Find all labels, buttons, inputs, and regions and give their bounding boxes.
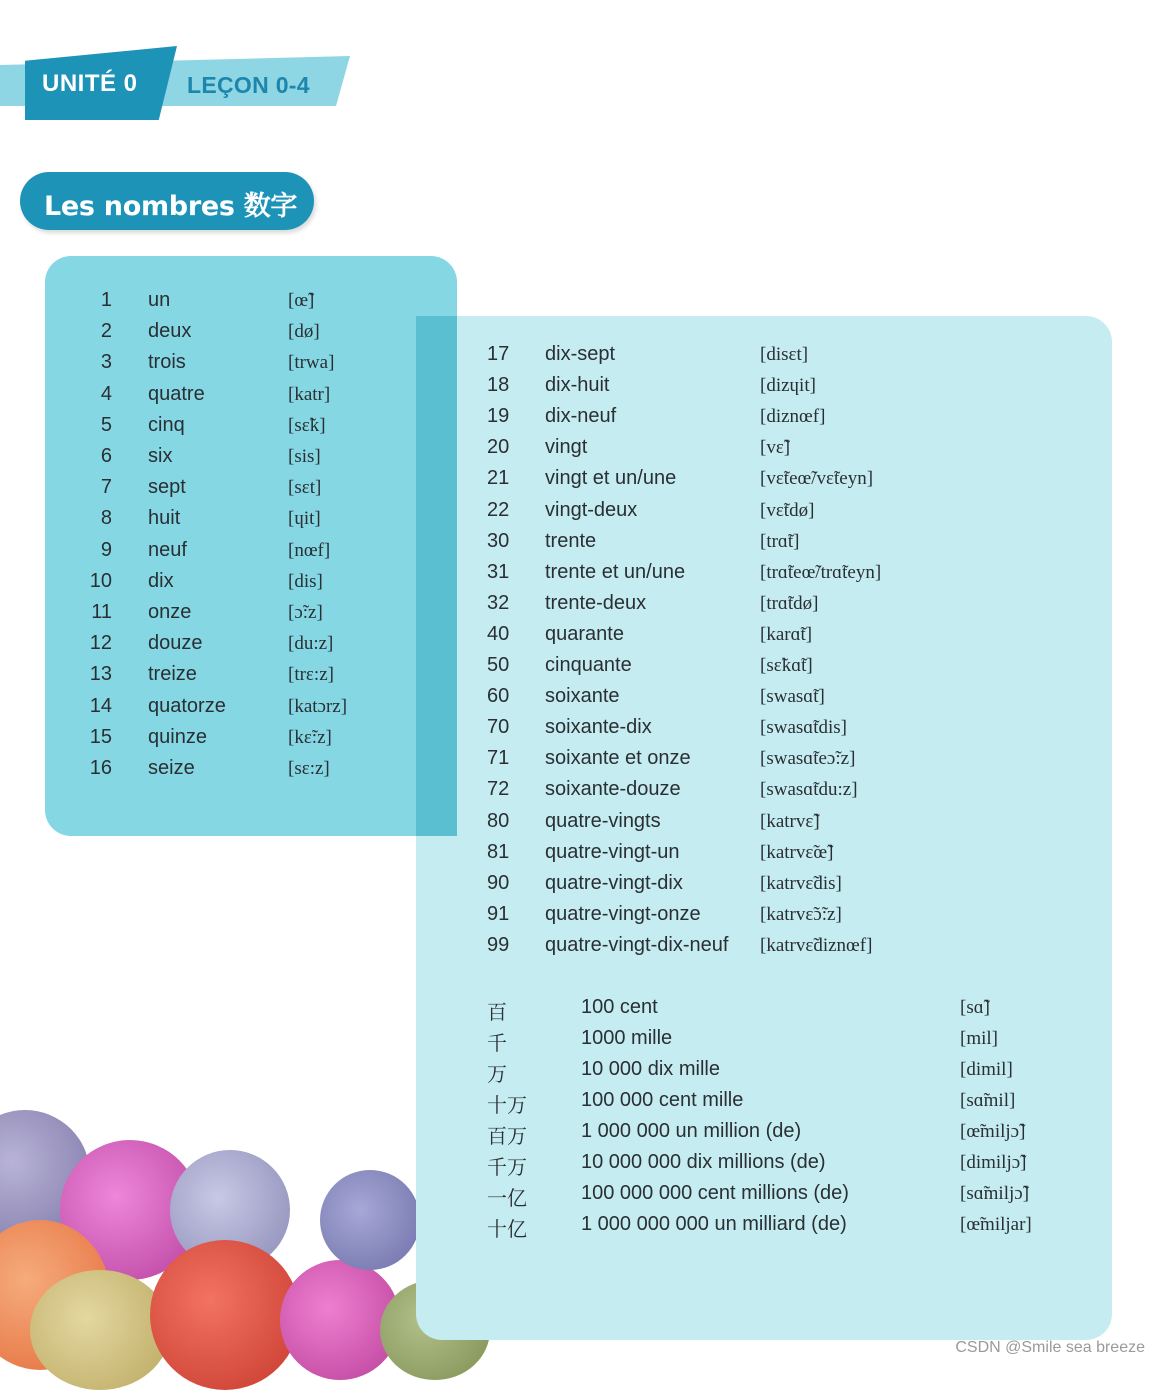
number-ipa: [swasɑ̃tdis] xyxy=(760,717,847,739)
number-ipa: [dimil] xyxy=(960,1059,1013,1080)
number-ipa: [swasɑ̃teɔ̃:z] xyxy=(760,748,856,770)
number-digits: 6 xyxy=(100,445,112,467)
number-value-word: 100 000 000 cent millions (de) xyxy=(581,1182,849,1204)
number-digits: 1 xyxy=(100,289,112,311)
number-digits: 80 xyxy=(487,809,510,832)
watermark: CSDN @Smile sea breeze xyxy=(955,1339,1145,1356)
number-digits: 72 xyxy=(487,778,510,801)
number-word: cinq xyxy=(148,413,185,436)
number-word: quinze xyxy=(148,725,207,748)
number-ipa: [trwa] xyxy=(288,352,335,374)
number-word: soixante-dix xyxy=(545,716,652,739)
lesson-label: LEÇON 0-4 xyxy=(187,72,310,98)
chinese-numeral: 千万 xyxy=(487,1155,527,1179)
chinese-numeral: 十亿 xyxy=(487,1217,527,1241)
number-ipa: [sɑ̃] xyxy=(960,997,990,1018)
number-word: quatre-vingt-dix-neuf xyxy=(545,933,729,956)
number-word: dix-huit xyxy=(545,374,610,397)
number-digits: 91 xyxy=(487,902,510,925)
number-word: six xyxy=(148,445,173,467)
number-digits: 11 xyxy=(91,601,112,623)
section-title: Les nombres 数字 xyxy=(44,191,298,222)
number-digits: 32 xyxy=(487,591,510,614)
number-ipa: [œ̃miljar] xyxy=(960,1214,1032,1235)
number-digits: 13 xyxy=(89,663,112,686)
number-word: quatre-vingts xyxy=(545,809,661,832)
number-word: dix-sept xyxy=(545,343,616,365)
number-ipa: [trɑ̃teœ̃/trɑ̃teyn] xyxy=(760,561,882,583)
number-digits: 17 xyxy=(487,343,510,365)
number-digits: 22 xyxy=(487,498,510,521)
number-word: un xyxy=(148,289,171,311)
number-ipa: [katr] xyxy=(288,383,331,405)
number-ipa: [dizɥit] xyxy=(760,375,816,397)
number-ipa: [vɛ̃] xyxy=(760,437,791,459)
number-word: quarante xyxy=(545,622,624,645)
number-word: vingt et un/une xyxy=(545,467,677,490)
number-ipa: [œ̃] xyxy=(288,290,315,311)
number-word: quatre xyxy=(148,382,205,405)
number-word: vingt-deux xyxy=(545,498,638,521)
number-ipa: [sɑ̃miljɔ̃] xyxy=(960,1183,1030,1204)
panel-overlap xyxy=(416,316,457,836)
number-digits: 90 xyxy=(487,871,510,894)
number-value-word: 1 000 000 000 un milliard (de) xyxy=(581,1213,847,1235)
number-digits: 81 xyxy=(487,840,510,863)
number-value-word: 1 000 000 un million (de) xyxy=(581,1120,802,1142)
number-word: quatre-vingt-un xyxy=(545,840,680,863)
number-digits: 30 xyxy=(487,529,510,552)
number-digits: 7 xyxy=(100,476,112,499)
number-word: neuf xyxy=(148,538,187,561)
number-ipa: [katɔrz] xyxy=(288,695,348,717)
number-digits: 21 xyxy=(487,467,510,490)
number-digits: 15 xyxy=(89,725,112,748)
number-ipa: [vɛ̃teœ̃/vɛ̃teyn] xyxy=(760,468,874,490)
number-word: sept xyxy=(148,476,186,499)
number-digits: 5 xyxy=(100,413,112,436)
chinese-numeral: 千 xyxy=(487,1031,507,1055)
number-ipa: [sɛ:z] xyxy=(288,758,330,779)
number-word: soixante xyxy=(545,685,620,708)
number-digits: 70 xyxy=(487,716,510,739)
chinese-numeral: 万 xyxy=(487,1062,507,1086)
number-ipa: [ɔ̃:z] xyxy=(288,602,323,623)
number-digits: 4 xyxy=(100,382,112,405)
number-word: dix xyxy=(148,569,174,592)
number-word: treize xyxy=(148,663,197,686)
number-value-word: 1000 mille xyxy=(581,1027,673,1049)
number-word: trois xyxy=(148,351,186,374)
number-ipa: [swasɑ̃tdu:z] xyxy=(760,779,858,801)
number-ipa: [sɛt] xyxy=(288,477,322,499)
number-ipa: [œ̃miljɔ̃] xyxy=(960,1121,1026,1142)
number-ipa: [katrvɛ̃dis] xyxy=(760,872,842,894)
number-word: deux xyxy=(148,320,192,343)
number-digits: 40 xyxy=(487,622,510,645)
number-digits: 99 xyxy=(487,933,510,956)
unit-label: UNITÉ 0 xyxy=(42,70,138,97)
number-digits: 50 xyxy=(487,654,510,676)
number-word: quatre-vingt-onze xyxy=(545,902,701,925)
number-word: vingt xyxy=(545,436,588,459)
number-ipa: [karɑ̃t] xyxy=(760,623,813,645)
number-ipa: [katrvɛ̃] xyxy=(760,810,820,832)
number-digits: 14 xyxy=(89,694,112,717)
number-ipa: [kɛ̃:z] xyxy=(288,726,332,748)
number-digits: 60 xyxy=(487,685,510,708)
number-word: seize xyxy=(148,757,195,779)
number-ipa: [diznœf] xyxy=(760,406,826,428)
number-digits: 18 xyxy=(487,374,510,397)
number-word: onze xyxy=(148,601,192,623)
number-digits: 8 xyxy=(100,507,112,530)
chinese-numeral: 百 xyxy=(487,1000,507,1024)
number-ipa: [trɛ:z] xyxy=(288,664,334,686)
number-word: quatorze xyxy=(148,694,226,717)
number-digits: 12 xyxy=(89,632,112,655)
number-value-word: 10 000 dix mille xyxy=(581,1058,720,1080)
number-ipa: [swasɑ̃t] xyxy=(760,686,825,708)
number-word: huit xyxy=(148,507,181,530)
chinese-numeral: 一亿 xyxy=(487,1186,527,1210)
number-value-word: 100 cent xyxy=(581,996,658,1018)
number-digits: 2 xyxy=(100,320,112,343)
number-word: quatre-vingt-dix xyxy=(545,871,683,894)
number-ipa: [ɥit] xyxy=(288,508,321,530)
number-digits: 16 xyxy=(89,757,112,779)
number-ipa: [sɛ̃kɑ̃t] xyxy=(760,655,813,676)
number-ipa: [katrvɛ̃diznœf] xyxy=(760,934,873,956)
number-digits: 3 xyxy=(100,351,112,374)
number-ipa: [sis] xyxy=(288,446,321,467)
number-ipa: [trɑ̃t] xyxy=(760,530,800,552)
number-ipa: [dø] xyxy=(288,321,320,343)
number-ipa: [dimiljɔ̃] xyxy=(960,1152,1027,1173)
number-digits: 20 xyxy=(487,436,510,459)
number-ipa: [nœf] xyxy=(288,539,331,561)
number-ipa: [katrvɛ̃ɔ̃:z] xyxy=(760,903,842,925)
number-ipa: [mil] xyxy=(960,1028,998,1049)
number-word: trente-deux xyxy=(545,591,647,614)
number-digits: 19 xyxy=(487,405,510,428)
number-ipa: [sɑ̃mil] xyxy=(960,1090,1016,1111)
number-digits: 71 xyxy=(487,747,510,770)
chinese-numeral: 十万 xyxy=(487,1093,527,1117)
number-word: douze xyxy=(148,632,203,655)
number-ipa: [du:z] xyxy=(288,633,334,655)
number-word: trente xyxy=(545,529,597,552)
number-word: soixante et onze xyxy=(545,747,691,770)
number-ipa: [vɛ̃tdø] xyxy=(760,499,815,521)
number-digits: 9 xyxy=(100,538,112,561)
number-digits: 10 xyxy=(89,569,112,592)
number-digits: 31 xyxy=(487,560,510,583)
number-ipa: [disɛt] xyxy=(760,344,809,365)
number-word: soixante-douze xyxy=(545,778,681,801)
chinese-numeral: 百万 xyxy=(487,1124,527,1148)
number-word: trente et un/une xyxy=(545,560,686,583)
number-value-word: 100 000 cent mille xyxy=(581,1089,744,1111)
number-ipa: [katrvɛ̃œ̃] xyxy=(760,841,834,863)
number-word: cinquante xyxy=(545,654,632,676)
number-value-word: 10 000 000 dix millions (de) xyxy=(581,1151,826,1173)
number-word: dix-neuf xyxy=(545,405,617,428)
number-ipa: [sɛ̃k] xyxy=(288,414,326,436)
number-ipa: [trɑ̃tdø] xyxy=(760,592,819,614)
number-ipa: [dis] xyxy=(288,570,323,592)
